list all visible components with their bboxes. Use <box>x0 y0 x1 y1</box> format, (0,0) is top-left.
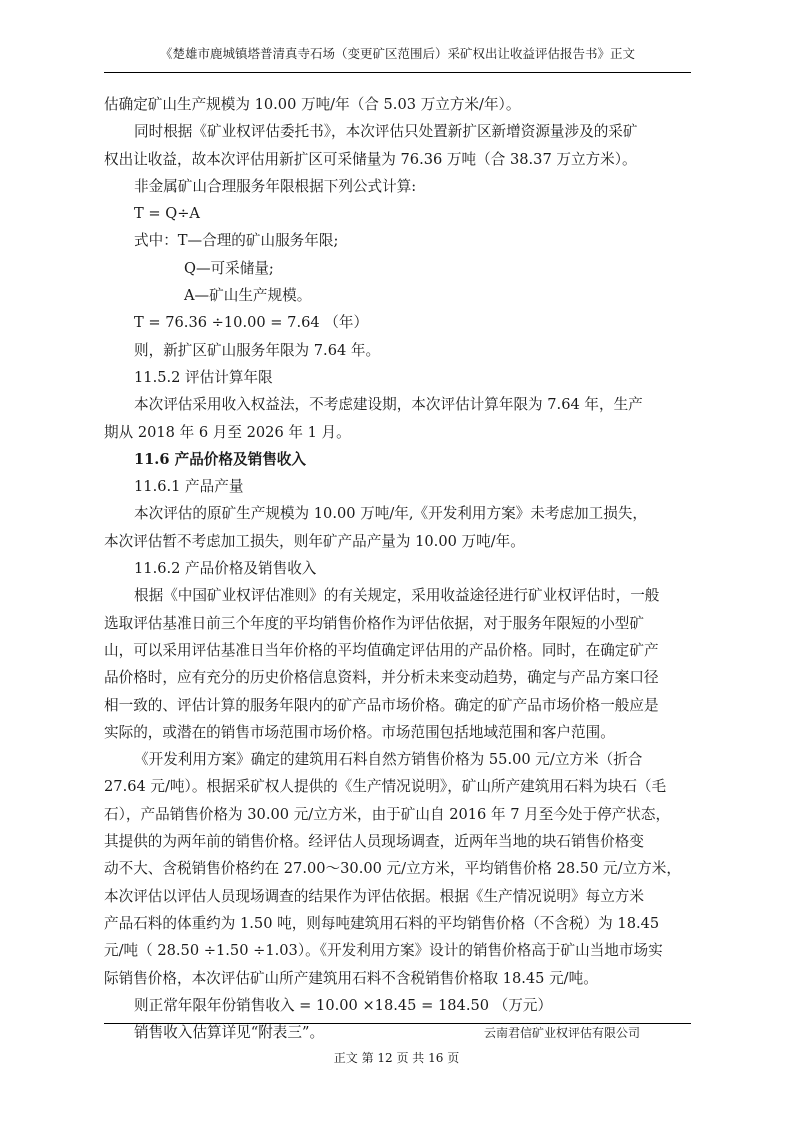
paragraph-line: 则正常年限年份销售收入 = 10.00 ×18.45 = 184.50 （万元） <box>134 996 553 1014</box>
paragraph-line: 其提供的为两年前的销售价格。经评估人员现场调查，近两年当地的块石销售价格变 <box>104 833 644 851</box>
paragraph-line: 际销售价格，本次评估矿山所产建筑用石料不含税销售价格取 18.45 元/吨。 <box>104 969 598 987</box>
paragraph-line: T = 76.36 ÷10.00 = 7.64 （年） <box>134 314 369 332</box>
paragraph-line: 元/吨（ 28.50 ÷1.50 ÷1.03）。《开发利用方案》设计的销售价格高于矿山当地市场实 <box>104 942 663 960</box>
document-body <box>104 91 691 1046</box>
paragraph-line: 27.64 元/吨）。根据采矿权人提供的《生产情况说明》，矿山所产建筑用石料为块石（毛 <box>104 778 667 796</box>
paragraph-line: 选取评估基准日前三个年度的平均销售价格作为评估依据，对于服务年限短的小型矿 <box>104 614 644 632</box>
paragraph-line: 估确定矿山生产规模为 10.00 万吨/年（合 5.03 万立方米/年）。 <box>104 96 521 113</box>
paragraph-line: 本次评估以评估人员现场调查的结果作为评估依据。根据《生产情况说明》每立方米 <box>104 887 644 905</box>
paragraph-line: 根据《中国矿业权评估准则》的有关规定，采用收益途径进行矿业权评估时，一般 <box>134 587 660 605</box>
paragraph-line: 相一致的、评估计算的服务年限内的矿产品市场价格。确定的矿产品市场价格一般应是 <box>104 696 659 714</box>
company-name: 云南君信矿业权评估有限公司 <box>484 1026 641 1040</box>
paragraph-line: 销售收入估算详见“附表三”。 <box>134 1024 325 1042</box>
paragraph-line: 品价格时，应有充分的历史价格信息资料，并分析未来变动趋势，确定与产品方案口径 <box>104 669 659 687</box>
paragraph-line: 山，可以采用评估基准日当年价格的平均值确定评估用的产品价格。同时，在确定矿产 <box>104 641 659 659</box>
paragraph-line: 期从 2018 年 6 月至 2026 年 1 月。 <box>104 423 351 441</box>
paragraph-line: 11.5.2 评估计算年限 <box>134 368 273 386</box>
paragraph-line: 本次评估的原矿生产规模为 10.00 万吨/年,《开发利用方案》未考虑加工损失， <box>134 505 648 523</box>
paragraph-line: 实际的，或潜在的销售市场范围市场价格。市场范围包括地域范围和客户范围。 <box>104 723 615 741</box>
paragraph-line: 《开发利用方案》确定的建筑用石料自然方销售价格为 55.00 元/立方米（折合 <box>134 751 643 769</box>
paragraph-line: Q—可采储量; <box>184 259 274 277</box>
paragraph-line: 则，新扩区矿山服务年限为 7.64 年。 <box>134 341 381 359</box>
document-header: 《楚雄市鹿城镇塔普清真寺石场（变更矿区范围后）采矿权出让收益评估报告书》正文 <box>159 46 635 61</box>
page-number: 正文 第 12 页 共 16 页 <box>333 1051 460 1065</box>
section-heading: 11.6 产品价格及销售收入 <box>134 450 306 468</box>
paragraph-line: T = Q÷A <box>134 205 200 223</box>
paragraph-line: 同时根据《矿业权评估委托书》，本次评估只处置新扩区新增资源量涉及的采矿 <box>134 123 638 141</box>
paragraph-line: 本次评估暂不考虑加工损失，则年矿产品产量为 10.00 万吨/年。 <box>104 532 525 550</box>
paragraph-line: 权出让收益，故本次评估用新扩区可采储量为 76.36 万吨（合 38.37 万立方米）。 <box>104 150 637 168</box>
paragraph-line: 石），产品销售价格为 30.00 元/立方米，由于矿山自 2016 年 7 月至今处于停产状态， <box>104 805 671 823</box>
paragraph-line: 11.6.1 产品产量 <box>134 478 244 496</box>
paragraph-line: 动不大、含税销售价格约在 27.00～30.00 元/立方米，平均销售价格 28.50 元/立方米， <box>104 860 681 878</box>
paragraph-line: 本次评估采用收入权益法，不考虑建设期，本次评估计算年限为 7.64 年，生产 <box>134 396 643 414</box>
paragraph-line: A—矿山生产规模。 <box>184 287 312 305</box>
paragraph-line: 11.6.2 产品价格及销售收入 <box>134 560 317 578</box>
paragraph-line: 产品石料的体重约为 1.50 吨，则每吨建筑用石料的平均销售价格（不含税）为 18.45 <box>104 914 660 932</box>
header-divider <box>104 72 691 73</box>
paragraph-line: 非金属矿山合理服务年限根据下列公式计算: <box>134 177 417 195</box>
paragraph-line: 式中：T—合理的矿山服务年限; <box>134 232 339 250</box>
